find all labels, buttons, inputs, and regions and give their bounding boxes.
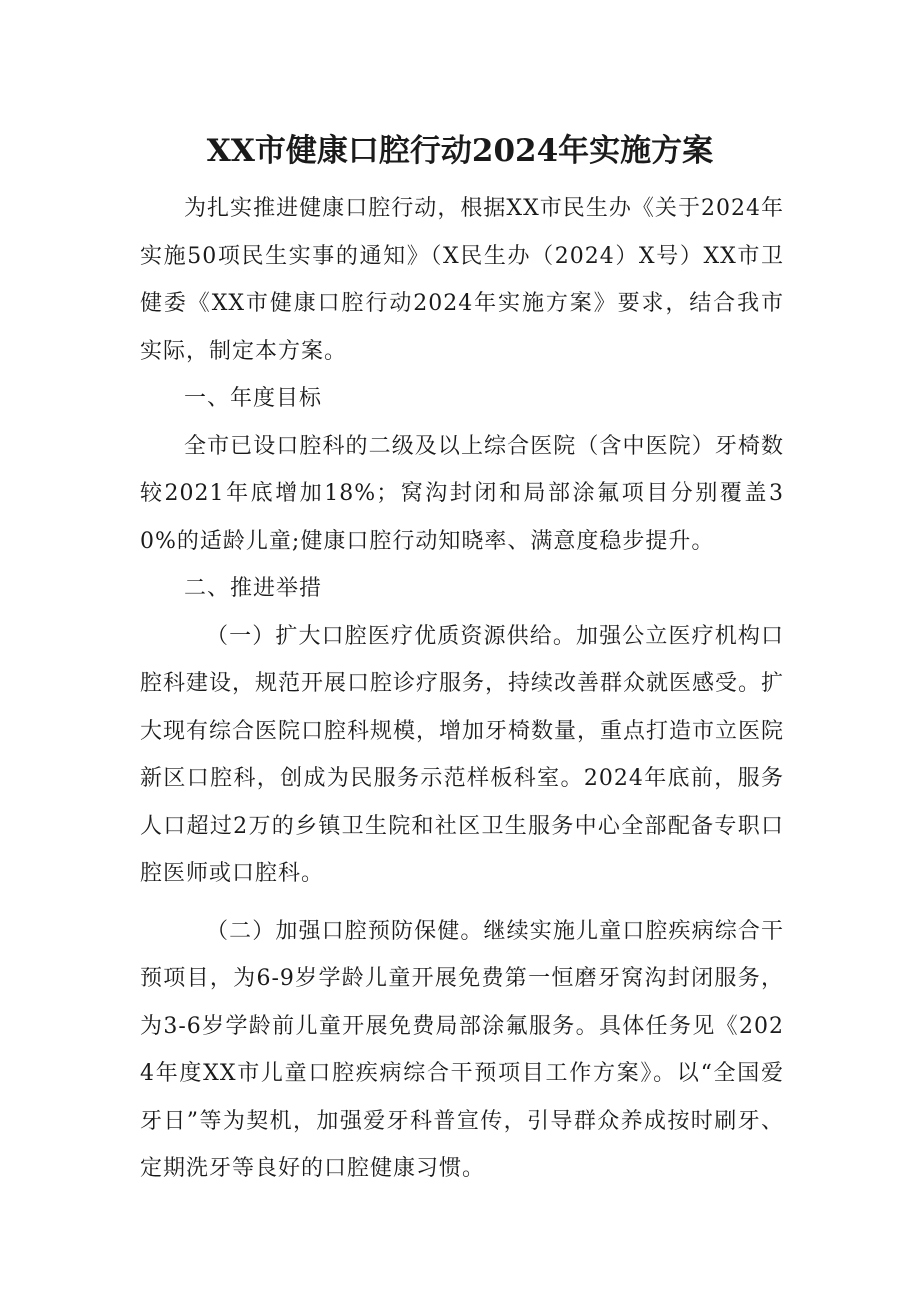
section-heading-annual-goals: 一、年度目标: [184, 386, 323, 411]
annual-goals-paragraph: 全市已设口腔科的二级及以上综合医院（含中医院）牙椅数较2021年底增加18%；窝沟封闭和局部涂氟项目分别覆盖30%的适龄儿童;健康口腔行动知晓率、满意度稳步提升。: [140, 433, 784, 554]
measure-2-paragraph: （二）加强口腔预防保健。继续实施儿童口腔疾病综合干预项目，为6-9岁学龄儿童开展免费第一恒磨牙窝沟封闭服务，为3-6岁学龄前儿童开展免费局部涂氟服务。具体任务见《2024年度XX市儿童口腔疾病综合干预项目工作方案》。以“全国爱牙日”等为契机，加强爱牙科普宣传，引导群众养成按时刷牙、定期洗牙等良好的口腔健康习惯。: [140, 918, 784, 1181]
section-heading-measures: 二、推进举措: [184, 576, 323, 601]
document-body: [140, 185, 784, 1193]
intro-paragraph: 为扎实推进健康口腔行动，根据XX市民生办《关于2024年实施50项民生实事的通知》（X民生办（2024）X号）XX市卫健委《XX市健康口腔行动2024年实施方案》要求，结合我市实际，制定本方案。: [140, 196, 784, 364]
document-title: XX市健康口腔行动2024年实施方案: [206, 133, 714, 169]
measure-1-paragraph: （一）扩大口腔医疗优质资源供给。加强公立医疗机构口腔科建设，规范开展口腔诊疗服务，持续改善群众就医感受。扩大现有综合医院口腔科规模，增加牙椅数量，重点打造市立医院新区口腔科，创成为民服务示范样板科室。2024年底前，服务人口超过2万的乡镇卫生院和社区卫生服务中心全部配备专职口腔医师或口腔科。: [140, 623, 785, 886]
